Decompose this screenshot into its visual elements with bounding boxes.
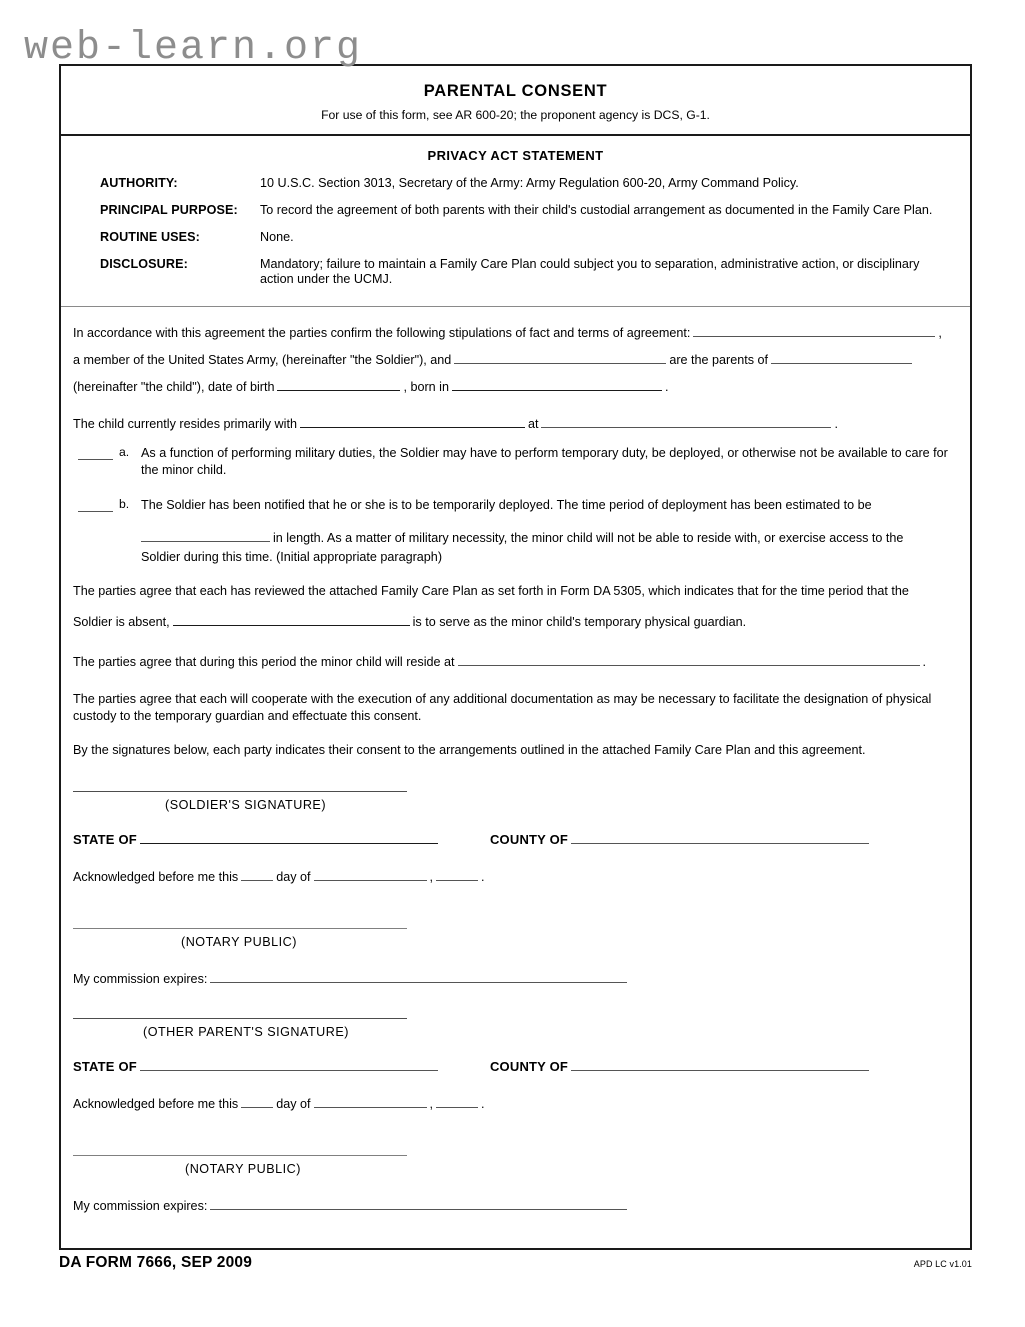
other-parent-name-field[interactable]: [454, 348, 666, 364]
child-resides-with-field[interactable]: [300, 412, 525, 428]
clause-item-a: [73, 445, 958, 479]
privacy-label-disclosure: DISCLOSURE:: [100, 256, 188, 271]
soldier-signature-block: [73, 791, 958, 986]
soldier-ack-comma: ,: [429, 869, 434, 884]
privacy-row-disclosure: [61, 257, 970, 289]
temporary-guardian-field[interactable]: [173, 610, 410, 626]
other-parent-notary-signature-field[interactable]: [73, 1155, 407, 1156]
other-parent-signature-field[interactable]: [73, 1018, 407, 1019]
other-parent-ack-month-field[interactable]: [314, 1092, 427, 1108]
clause-b-cont-line-1: [141, 526, 958, 545]
fcp-paragraph-line-1: The parties agree that each has reviewed the attached Family Care Plan as set forth in Form DA 5305, which indicates that for the time period that the: [73, 584, 909, 599]
other-parent-ack-day-field[interactable]: [241, 1092, 273, 1108]
agreement-line-3: [73, 375, 958, 394]
soldier-ack-month-field[interactable]: [314, 865, 427, 881]
child-birthplace-field[interactable]: [452, 375, 662, 391]
agreement-line-4: [73, 412, 958, 431]
agreement-line-2-text: a member of the United States Army, (hereinafter "the Soldier"), and: [73, 353, 452, 368]
other-parent-state-county-row: [73, 1055, 958, 1074]
soldier-ack-year-field[interactable]: [436, 865, 478, 881]
fcp-paragraph: [73, 583, 958, 629]
soldier-ack-pre: Acknowledged before me this: [73, 869, 239, 884]
soldier-commission-row: [73, 967, 958, 986]
clause-a-letter: a.: [119, 445, 130, 460]
clause-b-cont-text-1: in length. As a matter of military necessity, the minor child will not be able to reside with, or exercise access to the: [273, 531, 904, 546]
agreement-line-4-text: The child currently resides primarily with: [73, 417, 297, 432]
form-number: DA FORM 7666, SEP 2009: [59, 1254, 253, 1271]
soldier-ack-day-field[interactable]: [241, 865, 273, 881]
privacy-value-routine-uses: None.: [260, 229, 294, 244]
agreement-line-4-mid: at: [527, 417, 539, 432]
form-subtitle: For use of this form, see AR 600-20; the proponent agency is DCS, G-1.: [321, 108, 710, 122]
form-border: [59, 64, 972, 1250]
other-parent-state-label: STATE OF: [73, 1058, 137, 1074]
watermark-web-learn: web-learn.org: [24, 26, 363, 71]
soldier-state-label: STATE OF: [73, 831, 137, 847]
soldier-ack-period: .: [481, 869, 485, 884]
reside-at-line: [73, 650, 958, 669]
other-parent-signature-caption: (OTHER PARENT'S SIGNATURE): [143, 1024, 349, 1039]
soldier-notary-signature-field[interactable]: [73, 928, 407, 929]
privacy-label-routine-uses: ROUTINE USES:: [100, 229, 200, 244]
reside-at-post: .: [922, 654, 927, 669]
soldier-signature-field[interactable]: [73, 791, 407, 792]
soldier-state-county-row: [73, 828, 958, 847]
privacy-row-authority: [61, 176, 970, 192]
fcp-guardian-post: is to serve as the minor child's temporary physical guardian.: [412, 614, 747, 629]
signatures-consent-paragraph: By the signatures below, each party indicates their consent to the arrangements outlined in the attached Family Care Plan and this agreement.: [73, 743, 866, 758]
other-parent-ack-year-field[interactable]: [436, 1092, 478, 1108]
other-parent-state-field[interactable]: [140, 1055, 438, 1071]
agreement-line-2: [73, 348, 958, 367]
other-parent-county-field[interactable]: [571, 1055, 869, 1071]
privacy-row-routine-uses: [61, 230, 970, 246]
other-parent-commission-row: [73, 1194, 958, 1213]
child-name-field[interactable]: [771, 348, 912, 364]
form-header: [61, 66, 970, 136]
privacy-act-section: [61, 136, 970, 307]
soldier-ack-mid: day of: [276, 869, 311, 884]
form-footer: [59, 1254, 1025, 1272]
agreement-line-3-mid: , born in: [403, 380, 449, 395]
other-parent-signature-block: [73, 1018, 958, 1213]
other-parent-commission-expires-field[interactable]: [210, 1194, 627, 1210]
clause-b-letter: b.: [119, 497, 130, 512]
agreement-line-4-end: .: [834, 417, 838, 432]
clause-a-initial-field[interactable]: [73, 445, 119, 479]
clause-b-initial-field[interactable]: [73, 497, 119, 514]
privacy-label-authority: AUTHORITY:: [100, 176, 178, 190]
privacy-value-principal-purpose: To record the agreement of both parents with their child's custodial arrangement as documented in the Family Care Plan.: [260, 202, 933, 217]
clause-b-continuation: [73, 526, 958, 564]
agreement-line-1-comma: ,: [938, 326, 942, 341]
other-parent-acknowledgement-row: [73, 1092, 958, 1111]
minor-child-residence-field[interactable]: [458, 650, 920, 666]
soldier-county-label: COUNTY OF: [489, 831, 569, 847]
soldier-name-field[interactable]: [693, 321, 935, 337]
agreement-line-2-mid: are the parents of: [669, 353, 769, 368]
privacy-row-principal-purpose: [61, 203, 970, 219]
privacy-value-disclosure: Mandatory; failure to maintain a Family Care Plan could subject you to separation, administrative action, or disciplinary action under the UCMJ.: [260, 256, 920, 287]
other-parent-county-label: COUNTY OF: [489, 1058, 569, 1074]
agreement-line-1: [73, 321, 958, 340]
agreement-body: [61, 307, 970, 1212]
other-parent-ack-period: .: [481, 1096, 485, 1111]
reside-at-pre: The parties agree that during this period the minor child will reside at: [73, 654, 455, 669]
soldier-state-field[interactable]: [140, 828, 438, 844]
agreement-line-3-end: .: [664, 380, 669, 395]
soldier-acknowledgement-row: [73, 865, 958, 884]
child-residence-address-field[interactable]: [541, 412, 831, 428]
agreement-line-1-text: In accordance with this agreement the parties confirm the following stipulations of fact and terms of agreement:: [73, 326, 691, 341]
privacy-act-heading: PRIVACY ACT STATEMENT: [427, 148, 604, 163]
other-parent-ack-pre: Acknowledged before me this: [73, 1096, 239, 1111]
form-version: APD LC v1.01: [913, 1259, 972, 1269]
privacy-label-principal-purpose: PRINCIPAL PURPOSE:: [100, 202, 238, 217]
soldier-county-field[interactable]: [571, 828, 869, 844]
clause-b-cont-text-2: Soldier during this time. (Initial appropriate paragraph): [141, 550, 443, 565]
other-parent-ack-mid: day of: [276, 1096, 311, 1111]
fcp-guardian-pre: Soldier is absent,: [73, 614, 170, 629]
other-parent-ack-comma: ,: [429, 1096, 434, 1111]
privacy-value-authority: 10 U.S.C. Section 3013, Secretary of the Army: Army Regulation 600-20, Army Command Policy.: [260, 176, 799, 190]
soldier-commission-expires-field[interactable]: [210, 967, 627, 983]
soldier-notary-caption: (NOTARY PUBLIC): [181, 934, 297, 949]
deployment-length-field[interactable]: [141, 526, 270, 542]
other-parent-commission-label: My commission expires:: [73, 1198, 208, 1213]
clause-item-b: [73, 497, 958, 514]
soldier-signature-caption: (SOLDIER'S SIGNATURE): [165, 797, 327, 812]
clause-a-text: As a function of performing military duties, the Soldier may have to perform temporary duty, be deployed, or otherwise not be available to care for the minor child.: [141, 446, 948, 478]
other-parent-notary-caption: (NOTARY PUBLIC): [185, 1161, 301, 1176]
cooperate-paragraph: The parties agree that each will cooperate with the execution of any additional documentation as may be necessary to facilitate the designation of physical custody to the temporary guardian and effectuate this consent.: [73, 691, 932, 723]
soldier-commission-label: My commission expires:: [73, 971, 208, 986]
fcp-paragraph-line-2: [73, 610, 958, 629]
child-dob-field[interactable]: [277, 375, 400, 391]
clause-b-text: The Soldier has been notified that he or she is to be temporarily deployed. The time period of deployment has been estimated to be: [141, 498, 872, 513]
page-title: PARENTAL CONSENT: [423, 82, 608, 100]
agreement-line-3-text: (hereinafter "the child"), date of birth: [73, 380, 275, 395]
